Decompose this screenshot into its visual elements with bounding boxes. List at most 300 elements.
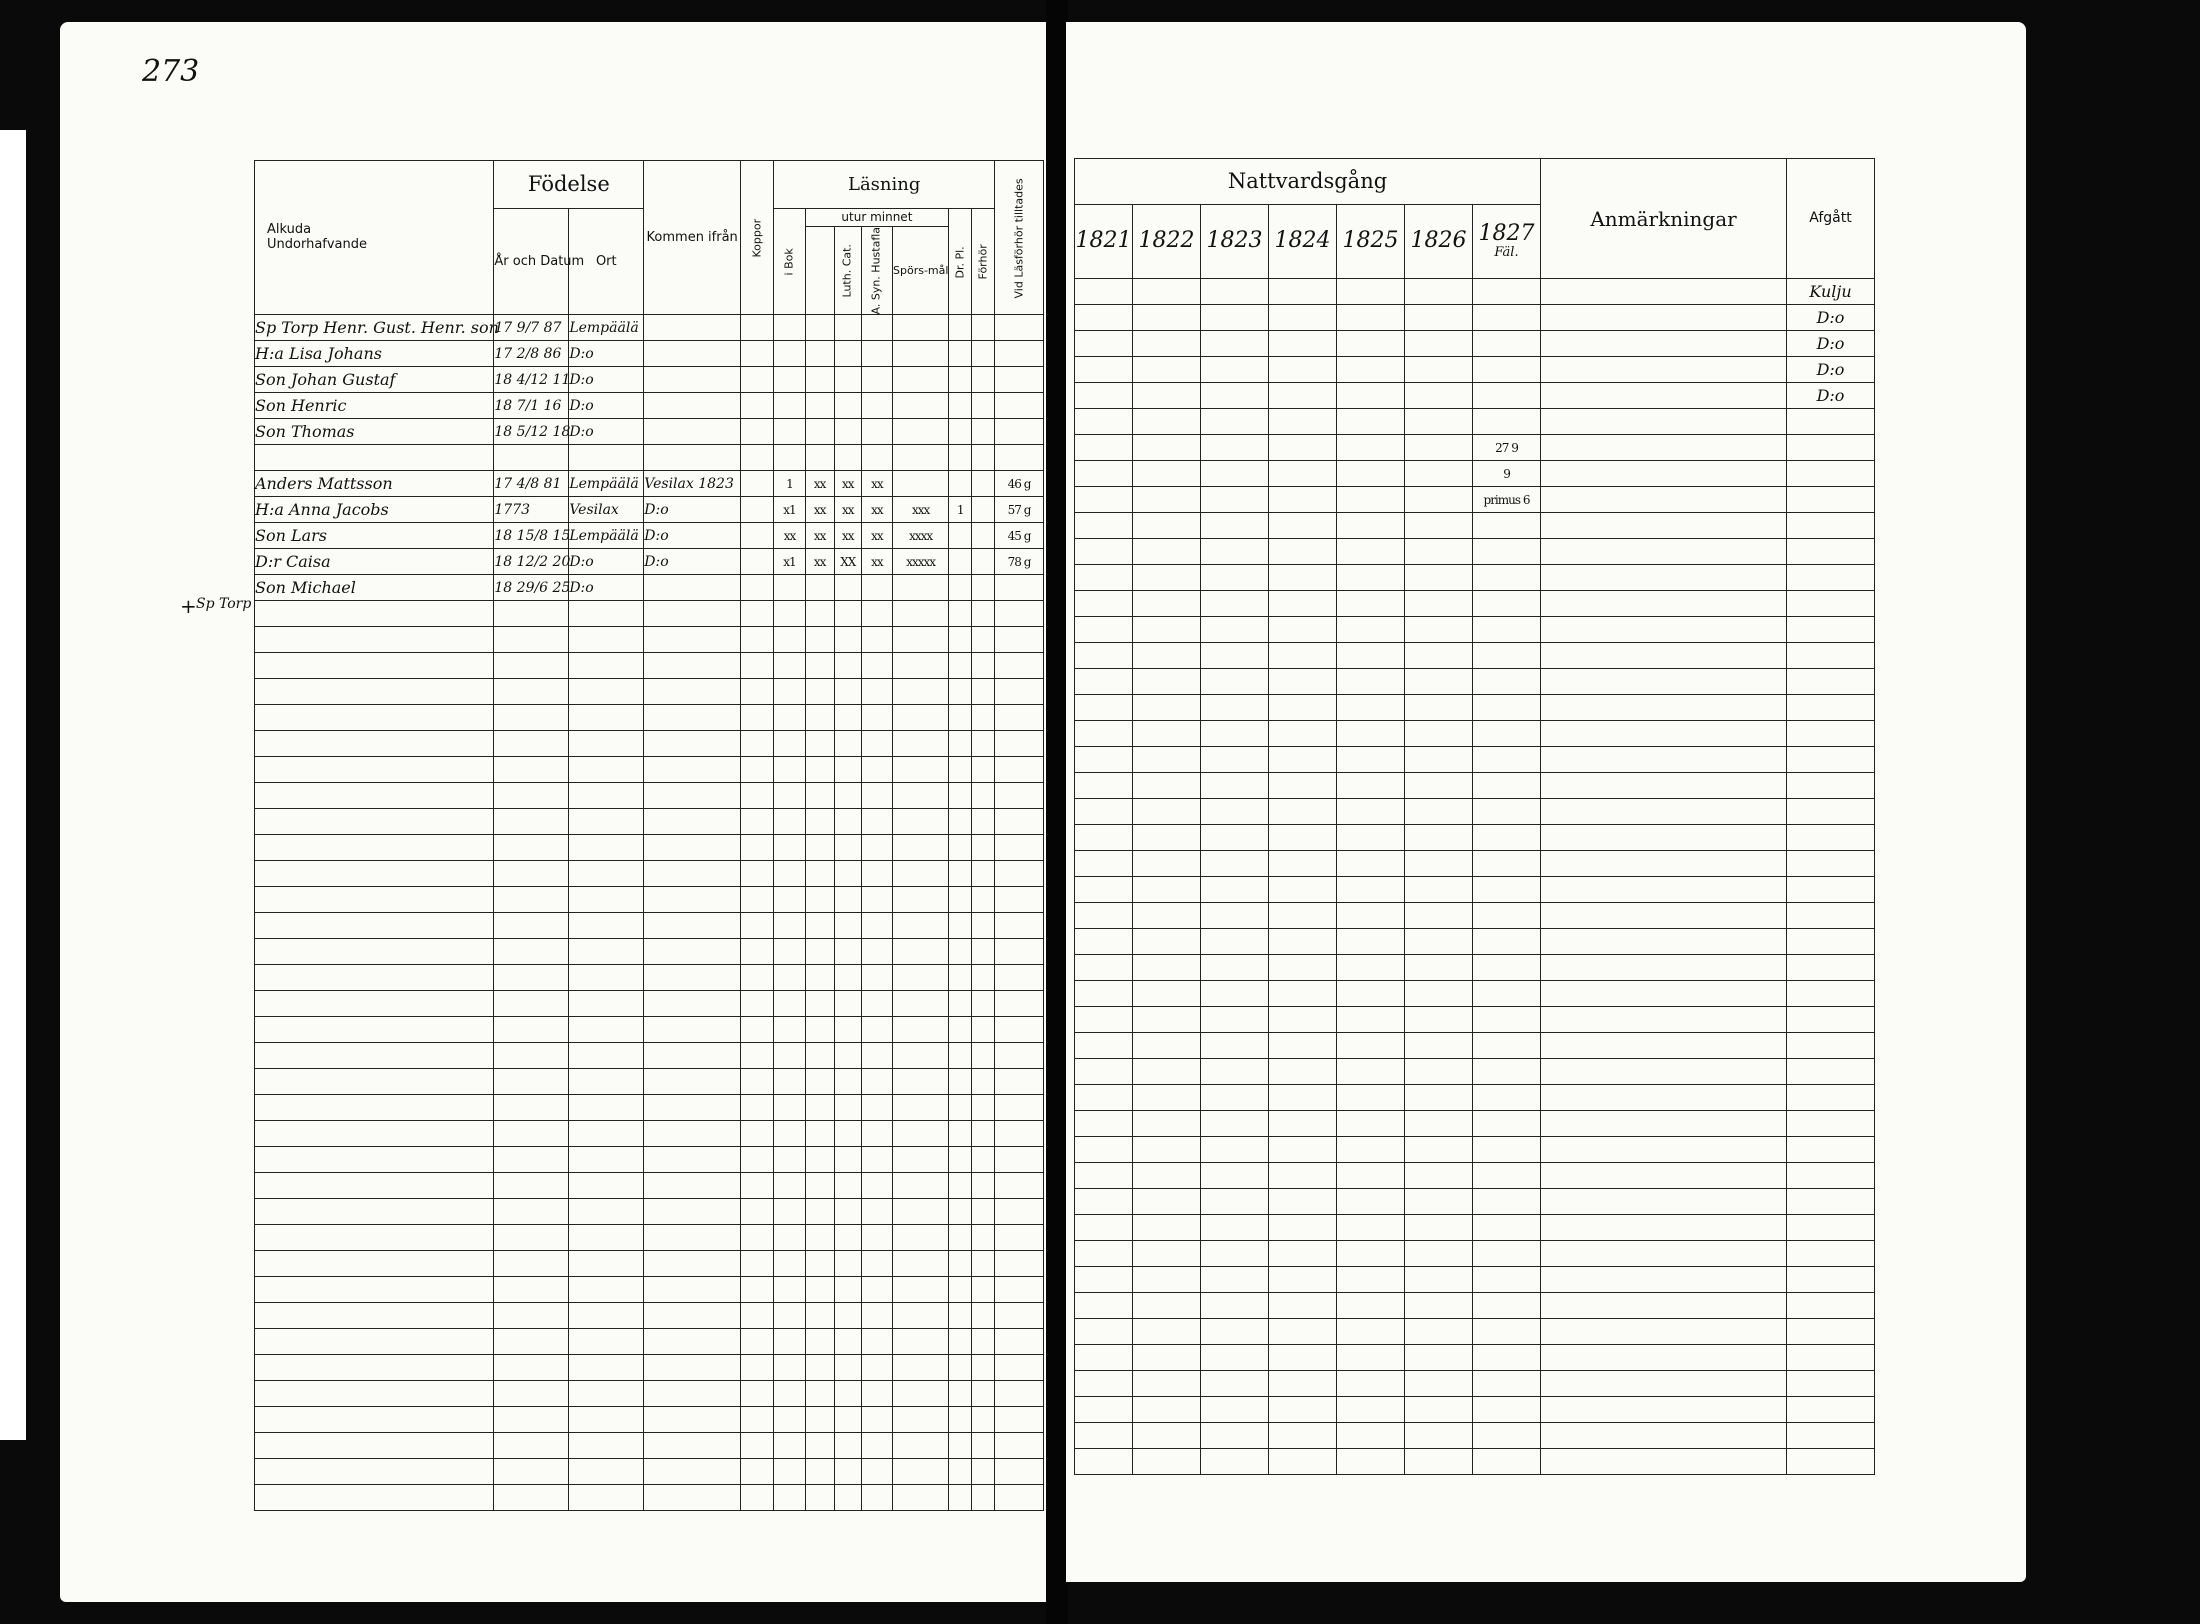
- table-row: [255, 783, 1044, 809]
- birth-place: [569, 679, 644, 705]
- departed-cell: [1787, 1111, 1875, 1137]
- communion-mark: [1337, 513, 1405, 539]
- reading-mark: [861, 1251, 892, 1277]
- reading-mark: [834, 1147, 861, 1173]
- communion-mark: [1269, 799, 1337, 825]
- communion-mark: [1201, 747, 1269, 773]
- communion-mark: [1405, 357, 1473, 383]
- communion-mark: [1473, 799, 1541, 825]
- exam-note: 45 g: [995, 523, 1044, 549]
- table-row: [255, 1407, 1044, 1433]
- birth-place: [569, 1277, 644, 1303]
- person-name: [255, 1121, 494, 1147]
- person-name: [255, 783, 494, 809]
- communion-mark: [1473, 981, 1541, 1007]
- reading-mark: [861, 1173, 892, 1199]
- table-row: [255, 965, 1044, 991]
- communion-mark: [1405, 383, 1473, 409]
- communion-mark: [1337, 1397, 1405, 1423]
- hearing-cell: [972, 783, 995, 809]
- person-name: [255, 1199, 494, 1225]
- communion-mark: [1337, 591, 1405, 617]
- birth-place: [569, 1173, 644, 1199]
- smallpox-cell: [741, 497, 774, 523]
- hearing-cell: [972, 1277, 995, 1303]
- exam-note: [995, 991, 1044, 1017]
- origin-place: [644, 1121, 741, 1147]
- communion-mark: [1201, 279, 1269, 305]
- communion-mark: [1405, 513, 1473, 539]
- table-row: [1075, 721, 1875, 747]
- hearing-cell: [972, 367, 995, 393]
- departed-cell: [1787, 643, 1875, 669]
- reading-mark: [861, 627, 892, 653]
- communion-mark: [1133, 1111, 1201, 1137]
- communion-mark: [1405, 565, 1473, 591]
- communion-mark: [1075, 877, 1133, 903]
- communion-mark: [1405, 851, 1473, 877]
- reading-mark: [949, 965, 972, 991]
- remarks-cell: [1541, 877, 1787, 903]
- reading-mark: [834, 887, 861, 913]
- table-row: [1075, 981, 1875, 1007]
- smallpox-cell: [741, 1043, 774, 1069]
- exam-note: [995, 1459, 1044, 1485]
- communion-mark: [1269, 955, 1337, 981]
- table-row: [255, 1199, 1044, 1225]
- reading-mark: [834, 315, 861, 341]
- exam-note: [995, 835, 1044, 861]
- birth-date: [494, 1095, 569, 1121]
- person-name: [255, 627, 494, 653]
- reading-mark: [805, 1043, 834, 1069]
- person-name: [255, 1173, 494, 1199]
- reading-mark: [805, 575, 834, 601]
- exam-note: [995, 1381, 1044, 1407]
- communion-mark: [1337, 669, 1405, 695]
- communion-mark: [1133, 409, 1201, 435]
- birth-place: [569, 913, 644, 939]
- year-1825: 1825: [1337, 205, 1405, 279]
- communion-mark: primus 6: [1473, 487, 1541, 513]
- communion-mark: [1269, 1007, 1337, 1033]
- hearing-cell: [972, 419, 995, 445]
- person-name: [255, 991, 494, 1017]
- reading-mark: [805, 991, 834, 1017]
- communion-mark: [1269, 513, 1337, 539]
- reading-mark: [861, 705, 892, 731]
- remarks-cell: [1541, 1319, 1787, 1345]
- reading-mark: [834, 679, 861, 705]
- reading-mark: [949, 731, 972, 757]
- table-row: [255, 1485, 1044, 1511]
- communion-mark: [1473, 1267, 1541, 1293]
- exam-note: [995, 575, 1044, 601]
- reading-mark: [774, 1173, 805, 1199]
- communion-mark: [1133, 1423, 1201, 1449]
- table-row: [255, 1251, 1044, 1277]
- reading-mark: [774, 315, 805, 341]
- reading-mark: [834, 913, 861, 939]
- birth-date: [494, 1043, 569, 1069]
- table-row: [255, 497, 1044, 523]
- year-1827-label: 1827: [1478, 221, 1535, 247]
- person-name: [255, 679, 494, 705]
- reading-mark: [949, 393, 972, 419]
- reading-mark: [861, 1147, 892, 1173]
- communion-mark: [1133, 1449, 1201, 1475]
- reading-mark: [805, 653, 834, 679]
- reading-mark: [834, 757, 861, 783]
- reading-mark: [774, 1277, 805, 1303]
- communion-mark: [1269, 539, 1337, 565]
- communion-mark: [1201, 617, 1269, 643]
- table-row: [1075, 1215, 1875, 1241]
- birth-place: [569, 1251, 644, 1277]
- person-name: [255, 1225, 494, 1251]
- reading-mark: [774, 1303, 805, 1329]
- origin-place: [644, 809, 741, 835]
- reading-mark: [774, 757, 805, 783]
- origin-place: [644, 1017, 741, 1043]
- table-row: [255, 1329, 1044, 1355]
- origin-place: [644, 1329, 741, 1355]
- smallpox-cell: [741, 575, 774, 601]
- reading-mark: [949, 627, 972, 653]
- reading-mark: [893, 1251, 949, 1277]
- reading-mark: [861, 653, 892, 679]
- birth-place: [569, 861, 644, 887]
- year-1822: 1822: [1133, 205, 1201, 279]
- birth-place: [569, 965, 644, 991]
- communion-mark: [1269, 461, 1337, 487]
- communion-mark: [1337, 1085, 1405, 1111]
- hearing-cell: [972, 1329, 995, 1355]
- departed-cell: [1787, 487, 1875, 513]
- person-name: [255, 731, 494, 757]
- communion-mark: [1269, 409, 1337, 435]
- reading-mark: [805, 913, 834, 939]
- departed-cell: [1787, 877, 1875, 903]
- communion-mark: [1473, 955, 1541, 981]
- reading-mark: [774, 1017, 805, 1043]
- exam-note: [995, 1199, 1044, 1225]
- exam-note: [995, 939, 1044, 965]
- communion-mark: [1133, 305, 1201, 331]
- remarks-header: Anmärkningar: [1541, 159, 1787, 279]
- reading-mark: [893, 1459, 949, 1485]
- reading-mark: [893, 315, 949, 341]
- communion-mark: [1201, 1007, 1269, 1033]
- reading-mark: [805, 1459, 834, 1485]
- reading-mark: [774, 1433, 805, 1459]
- exam-note: [995, 1485, 1044, 1511]
- communion-mark: [1133, 617, 1201, 643]
- reading-mark: [834, 809, 861, 835]
- communion-mark: [1075, 1267, 1133, 1293]
- reading-mark: [834, 1459, 861, 1485]
- reading-mark: [834, 1251, 861, 1277]
- communion-mark: [1133, 1085, 1201, 1111]
- table-row: [1075, 1241, 1875, 1267]
- hearing-cell: [972, 575, 995, 601]
- reading-mark: [834, 1433, 861, 1459]
- hearing-cell: [972, 1407, 995, 1433]
- communion-mark: [1075, 1111, 1133, 1137]
- communion-mark: [1337, 1215, 1405, 1241]
- remarks-cell: [1541, 1111, 1787, 1137]
- communion-mark: [1269, 1345, 1337, 1371]
- smallpox-cell: [741, 991, 774, 1017]
- hearing-cell: [972, 523, 995, 549]
- communion-mark: [1133, 1137, 1201, 1163]
- communion-mark: [1201, 357, 1269, 383]
- departed-cell: [1787, 513, 1875, 539]
- smallpox-cell: [741, 1199, 774, 1225]
- hearing-cell: [972, 1355, 995, 1381]
- communion-mark: [1405, 773, 1473, 799]
- communion-mark: [1075, 851, 1133, 877]
- birth-place: [569, 1069, 644, 1095]
- table-row: [255, 1459, 1044, 1485]
- reading-mark: [834, 991, 861, 1017]
- communion-mark: [1075, 1449, 1133, 1475]
- communion-mark: [1337, 903, 1405, 929]
- communion-mark: [1473, 1293, 1541, 1319]
- communion-mark: [1405, 643, 1473, 669]
- reading-mark: [774, 991, 805, 1017]
- communion-mark: [1405, 1163, 1473, 1189]
- reading-mark: [774, 1381, 805, 1407]
- communion-mark: [1473, 1319, 1541, 1345]
- communion-mark: [1269, 1449, 1337, 1475]
- exam-note: [995, 887, 1044, 913]
- birth-place: [569, 757, 644, 783]
- reading-mark: [949, 887, 972, 913]
- exam-note: 57 g: [995, 497, 1044, 523]
- birth-place: [569, 445, 644, 471]
- communion-mark: [1075, 1163, 1133, 1189]
- smallpox-cell: [741, 367, 774, 393]
- smallpox-cell: [741, 445, 774, 471]
- departed-cell: [1787, 1085, 1875, 1111]
- table-row: [255, 1069, 1044, 1095]
- reading-mark: [949, 1303, 972, 1329]
- reading-mark: [949, 835, 972, 861]
- table-row: [1075, 1319, 1875, 1345]
- reading-mark: [774, 367, 805, 393]
- hearing-cell: [972, 1043, 995, 1069]
- smallpox-cell: [741, 1121, 774, 1147]
- household-title-line-1: Alkuda: [267, 222, 312, 238]
- reading-mark: [893, 1225, 949, 1251]
- reading-mark: [893, 1095, 949, 1121]
- communion-mark: [1473, 903, 1541, 929]
- birth-date: [494, 835, 569, 861]
- sub-blank-header: [805, 227, 834, 315]
- communion-mark: [1201, 1215, 1269, 1241]
- person-name: [255, 1407, 494, 1433]
- reading-mark: [893, 653, 949, 679]
- reading-mark: [805, 1329, 834, 1355]
- exam-note: [995, 341, 1044, 367]
- communion-mark: [1075, 929, 1133, 955]
- remarks-cell: [1541, 1085, 1787, 1111]
- exam-note: [995, 393, 1044, 419]
- person-name: [255, 601, 494, 627]
- table-row: [1075, 695, 1875, 721]
- table-row: [255, 1173, 1044, 1199]
- table-row: [1075, 487, 1875, 513]
- departed-cell: [1787, 955, 1875, 981]
- birth-place: [569, 627, 644, 653]
- communion-mark: [1269, 773, 1337, 799]
- reading-mark: xx: [774, 523, 805, 549]
- reading-mark: x1: [774, 497, 805, 523]
- reading-mark: [774, 913, 805, 939]
- questions-header: Spörs-mål: [893, 227, 949, 315]
- communion-mark: [1405, 617, 1473, 643]
- communion-mark: [1473, 929, 1541, 955]
- smallpox-cell: [741, 1069, 774, 1095]
- person-name: [255, 1303, 494, 1329]
- reading-mark: [893, 1329, 949, 1355]
- hearing-cell: [972, 1147, 995, 1173]
- table-row: [255, 1121, 1044, 1147]
- birth-place: [569, 601, 644, 627]
- reading-mark: xx: [861, 523, 892, 549]
- hearing-cell: [972, 809, 995, 835]
- communion-mark: [1133, 643, 1201, 669]
- exam-note: [995, 1433, 1044, 1459]
- reading-mark: [834, 601, 861, 627]
- communion-mark: [1405, 1215, 1473, 1241]
- reading-mark: xx: [861, 549, 892, 575]
- smallpox-cell: [741, 549, 774, 575]
- reading-mark: [805, 1225, 834, 1251]
- communion-mark: [1269, 435, 1337, 461]
- reading-mark: [949, 809, 972, 835]
- communion-mark: [1201, 799, 1269, 825]
- reading-mark: [949, 991, 972, 1017]
- reading-mark: [861, 1459, 892, 1485]
- table-row: [255, 575, 1044, 601]
- communion-mark: [1473, 1371, 1541, 1397]
- origin-place: [644, 445, 741, 471]
- reading-mark: [893, 471, 949, 497]
- smallpox-cell: [741, 783, 774, 809]
- table-row: [1075, 1423, 1875, 1449]
- communion-mark: [1075, 981, 1133, 1007]
- reading-mark: [893, 575, 949, 601]
- catechism-exam-header: Vid Läsförhör tilltades: [995, 161, 1044, 315]
- birth-place: [569, 1459, 644, 1485]
- exam-note: 78 g: [995, 549, 1044, 575]
- communion-mark: [1269, 643, 1337, 669]
- birth-date: 1773: [494, 497, 569, 523]
- hearing-cell: [972, 1485, 995, 1511]
- birth-place: [569, 939, 644, 965]
- birth-date: 17 4/8 81: [494, 471, 569, 497]
- table-row: [1075, 461, 1875, 487]
- communion-mark: [1133, 955, 1201, 981]
- household-title: [255, 161, 494, 315]
- communion-mark: [1269, 1293, 1337, 1319]
- exam-note: [995, 1251, 1044, 1277]
- departed-cell: [1787, 1397, 1875, 1423]
- reading-mark: [834, 1043, 861, 1069]
- communion-mark: [1201, 1033, 1269, 1059]
- communion-mark: [1269, 1215, 1337, 1241]
- exam-note: [995, 679, 1044, 705]
- smallpox-cell: [741, 653, 774, 679]
- reading-mark: [861, 757, 892, 783]
- smallpox-cell: [741, 1277, 774, 1303]
- communion-mark: [1269, 747, 1337, 773]
- communion-mark: [1405, 877, 1473, 903]
- person-name: Sp Torp Henr. Gust. Henr. son: [255, 315, 494, 341]
- table-row: [1075, 279, 1875, 305]
- smallpox-cell: [741, 1251, 774, 1277]
- communion-mark: [1075, 1007, 1133, 1033]
- reading-mark: [893, 757, 949, 783]
- reading-mark: [949, 341, 972, 367]
- communion-mark: [1133, 1371, 1201, 1397]
- reading-mark: [834, 861, 861, 887]
- hearing-cell: [972, 913, 995, 939]
- reading-mark: [949, 1121, 972, 1147]
- remarks-cell: [1541, 1189, 1787, 1215]
- birth-place: [569, 1225, 644, 1251]
- origin-place: [644, 419, 741, 445]
- birth-date: [494, 1329, 569, 1355]
- communion-mark: [1269, 383, 1337, 409]
- hearing-cell: [972, 1069, 995, 1095]
- communion-mark: [1405, 1007, 1473, 1033]
- communion-mark: [1473, 1345, 1541, 1371]
- birth-date: [494, 653, 569, 679]
- table-row: [1075, 877, 1875, 903]
- communion-mark: [1201, 721, 1269, 747]
- smallpox-cell: [741, 1459, 774, 1485]
- reading-mark: [861, 861, 892, 887]
- communion-mark: [1133, 669, 1201, 695]
- table-row: [255, 1043, 1044, 1069]
- reading-mark: [893, 1381, 949, 1407]
- reading-mark: [805, 1121, 834, 1147]
- exam-note: [995, 445, 1044, 471]
- reading-mark: [893, 965, 949, 991]
- reading-mark: [805, 601, 834, 627]
- communion-mark: [1133, 981, 1201, 1007]
- birth-date: [494, 1433, 569, 1459]
- reading-mark: [949, 1147, 972, 1173]
- table-row: [255, 757, 1044, 783]
- communion-mark: [1133, 903, 1201, 929]
- communion-mark: [1473, 669, 1541, 695]
- origin-place: [644, 939, 741, 965]
- communion-mark: [1269, 1137, 1337, 1163]
- year-1827: [1473, 205, 1541, 279]
- reading-mark: [949, 783, 972, 809]
- table-row: [1075, 851, 1875, 877]
- origin-place: [644, 1095, 741, 1121]
- communion-mark: [1201, 539, 1269, 565]
- reading-mark: [805, 393, 834, 419]
- hearing-cell: [972, 965, 995, 991]
- origin-place: [644, 1355, 741, 1381]
- remarks-cell: [1541, 1215, 1787, 1241]
